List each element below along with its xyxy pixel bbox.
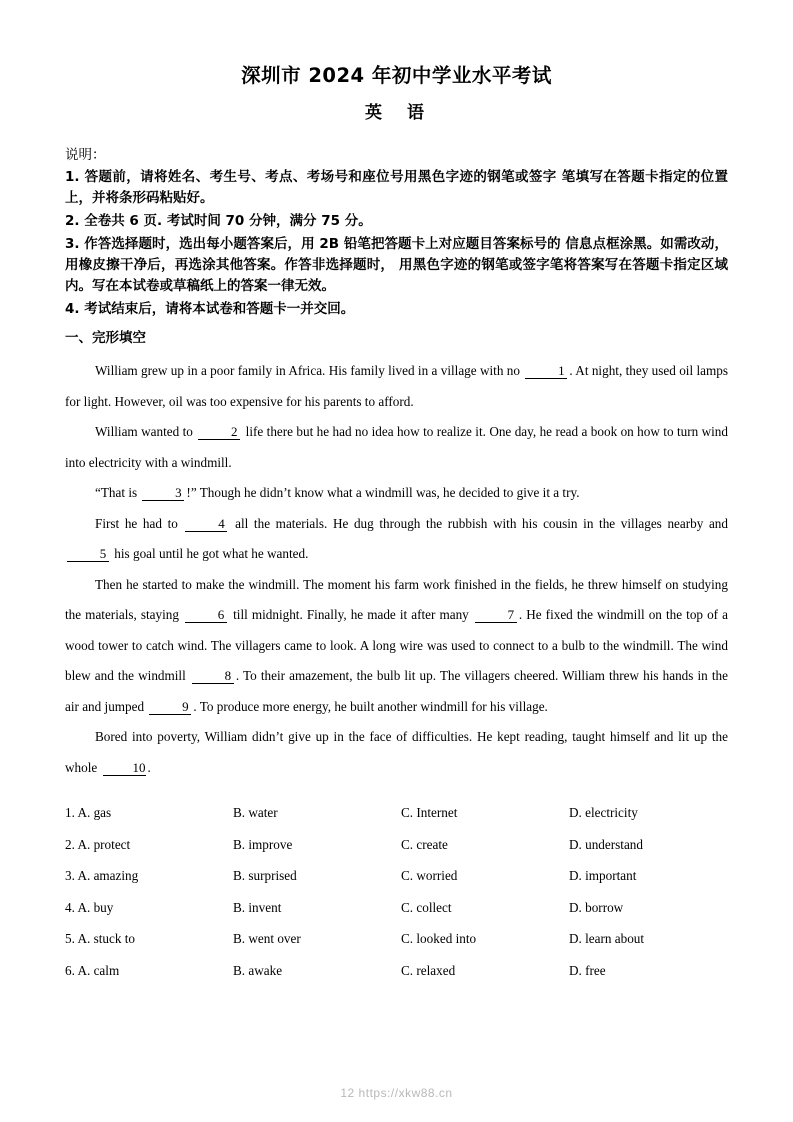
option-choice-d[interactable]: D. learn about	[569, 931, 645, 946]
option-choice-a[interactable]: 5. A. stuck to	[65, 931, 135, 946]
option-choice-d[interactable]: D. important	[569, 868, 637, 883]
option-choice-a[interactable]: 3. A. amazing	[65, 868, 139, 883]
answer-blank[interactable]: 7	[475, 608, 517, 623]
option-choice-b[interactable]: B. invent	[233, 899, 282, 915]
notice-item-2: 2. 全卷共 6 页. 考试时间 70 分钟，满分 75 分。	[65, 213, 372, 229]
option-row	[65, 797, 728, 829]
notice-item-3: 3. 作答选择题时，选出每小题答案后，用 2B 铅笔把答题卡上对应题目答案标号的 信息点框涂黑。如需改动，用橡皮擦干净后，再选涂其他答案。作答非选择题时， 用黑色字迹的钢笔或签字笔将答案写在答题卡指定区域内。写在本试卷或草稿纸上的答案一律无效。	[65, 236, 728, 294]
passage-paragraph: First he had to 4 all the materials. He dug through the rubbish with his cousin in the villages nearby and 5 his goal until he got what he wanted.	[65, 509, 728, 570]
page-content	[65, 60, 728, 986]
passage-paragraph: William wanted to 2 life there but he had no idea how to realize it. One day, he read a book on how to turn wind into electricity with a windmill.	[65, 424, 728, 470]
passage-paragraph: Bored into poverty, William didn’t give up in the face of difficulties. He kept reading, taught himself and lit up the whole 10 .	[65, 729, 728, 775]
section-heading-cloze: 一、完形填空	[65, 330, 146, 346]
notice-item-4: 4. 考试结束后，请将本试卷和答题卡一并交回。	[65, 301, 355, 317]
passage-paragraph: William grew up in a poor family in Africa. His family lived in a village with no 1 . At night, they used oil lamps for light. However, oil was too expensive for his parents to afford.	[65, 363, 728, 409]
answer-blank[interactable]: 10	[103, 761, 146, 776]
option-choice-c[interactable]: C. create	[401, 836, 448, 852]
passage-paragraph: Then he started to make the windmill. The moment his farm work finished in the fields, he threw himself on studying the materials, staying 6 till midnight. Finally, he made it after many 7 . He fixed the windmill on the top of a wood tower to catch wind. The villagers came to look. A long wire was used to connect to a bulb to the windmill. The wind blew and the windmill 8 . To their amazement, the bulb lit up. The villagers cheered. William threw his hands in the air and jumped 9 . To produce more energy, he built another windmill for his village.	[65, 576, 728, 714]
cloze-passage	[65, 356, 728, 783]
option-choice-c[interactable]: C. worried	[401, 868, 458, 883]
option-row	[65, 892, 728, 924]
option-row	[65, 955, 728, 987]
option-choice-a[interactable]: 6. A. calm	[65, 962, 120, 978]
options-list	[65, 797, 728, 986]
passage-paragraph: “That is 3 !” Though he didn’t know what a windmill was, he decided to give it a try.	[95, 485, 580, 500]
notice-item-1: 1. 答题前，请将姓名、考生号、考点、考场号和座位号用黑色字迹的钢笔或签字 笔填写在答题卡指定的位置上，并将条形码粘贴好。	[65, 169, 728, 206]
option-row	[65, 829, 728, 861]
option-choice-a[interactable]: 1. A. gas	[65, 805, 112, 820]
notice-label: 说明：	[65, 147, 106, 163]
option-choice-c[interactable]: C. relaxed	[401, 962, 456, 978]
answer-blank[interactable]: 5	[67, 547, 109, 562]
option-choice-c[interactable]: C. collect	[401, 899, 452, 915]
page-footer: 12 https://xkw88.cn	[340, 1086, 453, 1100]
option-choice-d[interactable]: D. free	[569, 962, 606, 978]
answer-blank[interactable]: 3	[142, 486, 184, 501]
option-choice-c[interactable]: C. Internet	[401, 805, 458, 820]
option-choice-c[interactable]: C. looked into	[401, 931, 477, 946]
answer-blank[interactable]: 8	[192, 669, 234, 684]
option-choice-b[interactable]: B. surprised	[233, 868, 297, 883]
option-choice-d[interactable]: D. electricity	[569, 805, 638, 820]
option-choice-d[interactable]: D. borrow	[569, 899, 624, 915]
option-choice-a[interactable]: 4. A. buy	[65, 899, 114, 915]
subject-title: 英 语	[365, 103, 428, 123]
option-choice-a[interactable]: 2. A. protect	[65, 836, 131, 852]
option-row	[65, 860, 728, 892]
option-choice-b[interactable]: B. improve	[233, 836, 293, 852]
answer-blank[interactable]: 9	[149, 700, 191, 715]
option-row	[65, 923, 728, 955]
option-choice-b[interactable]: B. water	[233, 805, 278, 820]
page-title: 深圳市 2024 年初中学业水平考试	[241, 64, 552, 87]
answer-blank[interactable]: 1	[525, 364, 567, 379]
option-choice-b[interactable]: B. awake	[233, 962, 283, 978]
option-choice-d[interactable]: D. understand	[569, 836, 643, 852]
answer-blank[interactable]: 4	[185, 517, 227, 532]
answer-blank[interactable]: 2	[198, 425, 240, 440]
answer-blank[interactable]: 6	[185, 608, 227, 623]
option-choice-b[interactable]: B. went over	[233, 931, 301, 946]
